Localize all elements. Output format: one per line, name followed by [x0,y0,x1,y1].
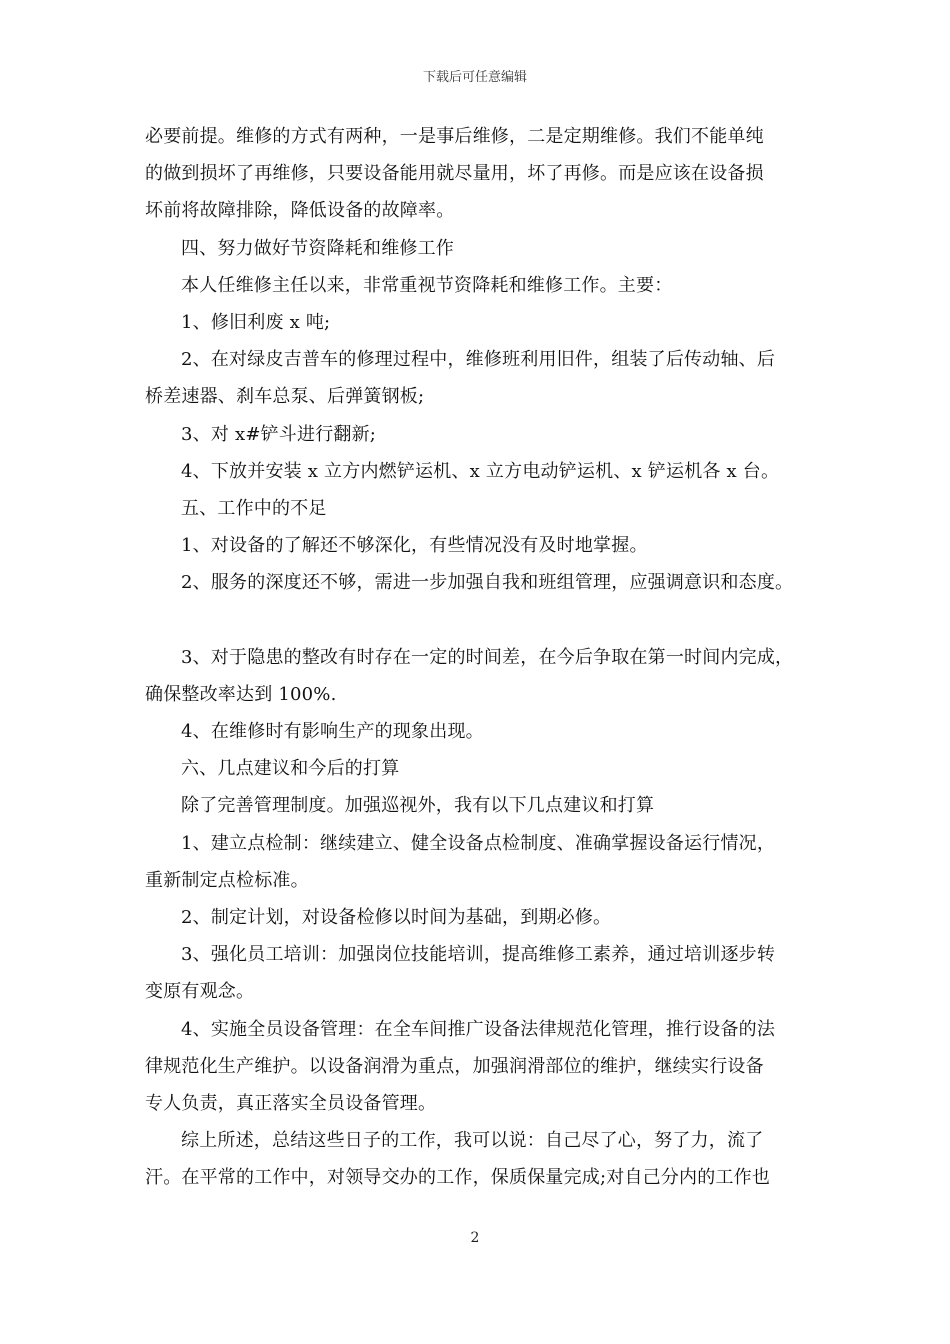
list-item-continuation: 变原有观念。 [145,981,255,1003]
page-header: 下载后可任意编辑 [422,70,527,85]
document-body [145,118,825,1196]
paragraph-line: 本人任维修主任以来，非常重视节资降耗和维修工作。主要： [181,274,673,296]
section-heading: 五、工作中的不足 [181,497,327,519]
list-item: 1、修旧利废 x 吨; [181,311,331,333]
list-item-continuation: 确保整改率达到 100%. [145,683,337,705]
paragraph-line: 必要前提。维修的方式有两种，一是事后维修，二是定期维修。我们不能单纯 [145,126,764,147]
list-item: 4、在维修时有影响生产的现象出现。 [181,721,484,742]
page-number: 2 [470,1230,480,1246]
list-item-continuation: 重新制定点检标准。 [145,869,309,891]
list-item: 4、实施全员设备管理：在全车间推广设备法律规范化管理，推行设备的法 [181,1018,776,1040]
paragraph-line: 综上所述，总结这些日子的工作，我可以说：自己尽了心，努了力，流了 [181,1130,764,1152]
list-item-continuation: 桥差速器、刹车总泵、后弹簧钢板; [145,386,425,408]
blank-line [145,601,825,638]
section-heading: 四、努力做好节资降耗和维修工作 [181,237,454,259]
paragraph-line: 的做到损坏了再维修，只要设备能用就尽量用，坏了再修。而是应该在设备损 [145,163,764,185]
list-item: 3、对于隐患的整改有时存在一定的时间差，在今后争取在第一时间内完成， [181,646,794,668]
list-item: 2、在对绿皮吉普车的修理过程中，维修班利用旧件，组装了后传动轴、后 [181,349,776,371]
list-item-continuation: 专人负责，真正落实全员设备管理。 [145,1092,437,1114]
paragraph-line: 除了完善管理制度。加强巡视外，我有以下几点建议和打算 [181,795,655,817]
section-heading: 六、几点建议和今后的打算 [181,758,400,780]
paragraph-line: 汗。在平常的工作中，对领导交办的工作，保质保量完成;对自己分内的工作也 [145,1167,771,1189]
list-item: 2、服务的深度还不够，需进一步加强自我和班组管理，应强调意识和态度。 [181,572,794,594]
list-item: 3、对 x#铲斗进行翻新; [181,423,377,445]
list-item: 1、对设备的了解还不够深化，有些情况没有及时地掌握。 [181,535,648,557]
list-item: 1、建立点检制：继续建立、健全设备点检制度、准确掌握设备运行情况， [181,832,776,854]
list-item: 3、强化员工培训：加强岗位技能培训，提高维修工素养，通过培训逐步转 [181,944,776,966]
list-item-continuation: 律规范化生产维护。以设备润滑为重点，加强润滑部位的维护，继续实行设备 [145,1055,764,1077]
paragraph-line: 坏前将故障排除，降低设备的故障率。 [145,200,455,222]
list-item: 4、下放并安装 x 立方内燃铲运机、x 立方电动铲运机、x 铲运机各 x 台。 [181,460,780,482]
list-item: 2、制定计划，对设备检修以时间为基础，到期必修。 [181,906,612,928]
